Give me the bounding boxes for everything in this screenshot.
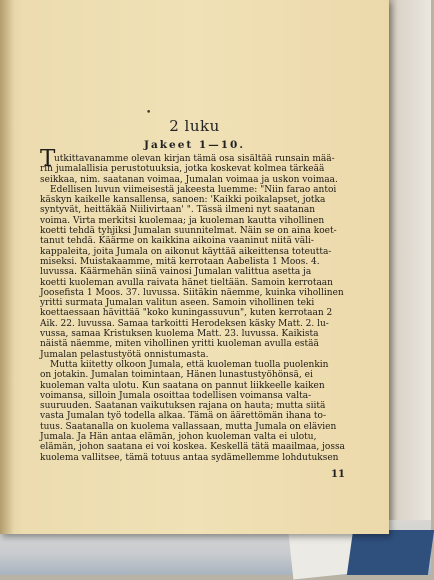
text-line-content: Mutta kiitetty olkoon Jumala, että kuoleman tuolla puolenkin (50, 359, 329, 370)
text-line-content: kuoleman valta ulotu. Kun saatana on pannut liikkeelle kaiken (40, 380, 325, 391)
text-line (40, 298, 346, 308)
text-line-content: näistä näemme, miten vihollinen yritti kuoleman avulla estää (40, 339, 319, 350)
text-line (40, 432, 346, 442)
body-text (40, 146, 346, 463)
text-line-content: seikkaa, nim. saatanan voimaa, Jumalan voimaa ja uskon voimaa. (40, 174, 338, 185)
text-line (40, 205, 346, 215)
text-line-content: kappaleita, joita Jumala on aikonut käyttää aikeittensa toteutta- (40, 246, 332, 257)
text-line-content: kuolema vallitsee, tämä totuus antaa sydämellemme lohdutuksen (40, 452, 339, 463)
text-line-content: Jumalan pelastustyötä onnistumasta. (40, 349, 209, 360)
text-line-content: luvussa. Käärmehän siinä vainosi Jumalan valittua asetta ja (40, 267, 312, 278)
text-line (40, 422, 346, 432)
text-line-content: on jotakin. Jumalan toimintaan, Hänen lunastustyöhönsä, ei (40, 370, 313, 381)
text-line (40, 288, 346, 298)
text-line (40, 350, 346, 360)
text-line (40, 257, 346, 267)
text-line (40, 391, 346, 401)
text-line-content: käskyn kaikelle kansallensa, sanoen: 'Kaikki poikalapset, jotka (40, 195, 326, 206)
verse-heading: Jakeet 1—10. (144, 139, 245, 151)
text-line (40, 329, 346, 339)
text-line-content: Joosefista 1 Moos. 37. luvussa. Siitäkin näemme, kuinka vihollinen (40, 287, 344, 298)
text-line-content: vasta Jumalan työ todella alkaa. Tämä on äärettömän ihana to- (40, 411, 327, 422)
text-line-content: miseksi. Muistakaamme, mitä kerrotaan Aabelista 1 Moos. 4. (40, 256, 320, 267)
text-line (40, 226, 346, 236)
text-line-content: suuruuden. Saatanan vaikutuksen rajana on hauta; mutta siitä (40, 401, 326, 412)
ink-mark: • (146, 108, 152, 118)
text-line (40, 164, 346, 174)
text-line (40, 401, 346, 411)
text-line (40, 339, 346, 349)
text-line-content: yritti surmata Jumalan valitun aseen. Samoin vihollinen teki (40, 298, 315, 309)
text-line (40, 247, 346, 257)
text-line (40, 267, 346, 277)
text-line (40, 185, 346, 195)
page-number: 11 (331, 469, 345, 480)
text-line (40, 308, 346, 318)
drop-cap: T (40, 146, 56, 172)
text-line-content: rin jumalallisia perustotuuksia, jotka koskevat kolmea tärkeää (40, 164, 325, 175)
text-line (40, 175, 346, 185)
spine-shadow (0, 0, 14, 534)
text-line (40, 370, 346, 380)
text-line-content: tuus. Saatanalla on kuolema vallassaan, mutta Jumala on elävien (40, 421, 337, 432)
text-line-content: vussa, samaa Kristuksen kuolema Matt. 23. luvussa. Kaikista (40, 329, 319, 340)
text-line-content: koetti tehdä tyhjiksi Jumalan suunnitelmat. Näin se on aina koet- (40, 226, 337, 237)
text-line-content: voimansa, silloin Jumala osoittaa todellisen voimansa valta- (40, 390, 312, 401)
text-line-content: elämän, johon saatana ei voi koskea. Keskellä tätä maailmaa, jossa (40, 442, 345, 453)
text-line (40, 411, 346, 421)
text-line-content: tanut tehdä. Käärme on kaikkina aikoina vaaninut niitä väli- (40, 236, 314, 247)
text-line-content: Jumala. Ja Hän antaa elämän, johon kuoleman valta ei ulotu, (40, 432, 317, 443)
text-line (40, 381, 346, 391)
text-line (40, 216, 346, 226)
text-line (40, 236, 346, 246)
text-line-content: koettaessaan hävittää "koko kuningassuvun", kuten kerrotaan 2 (40, 308, 333, 319)
text-line (40, 453, 346, 463)
text-line-content: Edellisen luvun viimeisestä jakeesta luemme: "Niin farao antoi (50, 184, 337, 195)
text-line (40, 319, 346, 329)
chapter-title: 2 luku (169, 117, 220, 135)
text-line (40, 360, 346, 370)
text-line-content: koetti kuoleman avulla raivata hänet tieltään. Samoin kerrotaan (40, 277, 333, 288)
text-line-content: voima. Virta merkitsi kuolemaa; ja kuoleman kautta vihollinen (40, 215, 325, 226)
text-line-content: Aik. 22. luvussa. Samaa tarkoitti Herodeksen käsky Matt. 2. lu- (40, 318, 329, 329)
text-line (40, 442, 346, 452)
text-line-content: syntyvät, heittäkää Niilivirtaan' ". Tässä ilmeni nyt saatanan (40, 205, 316, 216)
text-line (40, 278, 346, 288)
background-book (347, 530, 434, 575)
text-line-content: utkittavanamme olevan kirjan tämä osa sisältää runsain mää- (54, 154, 335, 164)
text-line (40, 195, 346, 205)
